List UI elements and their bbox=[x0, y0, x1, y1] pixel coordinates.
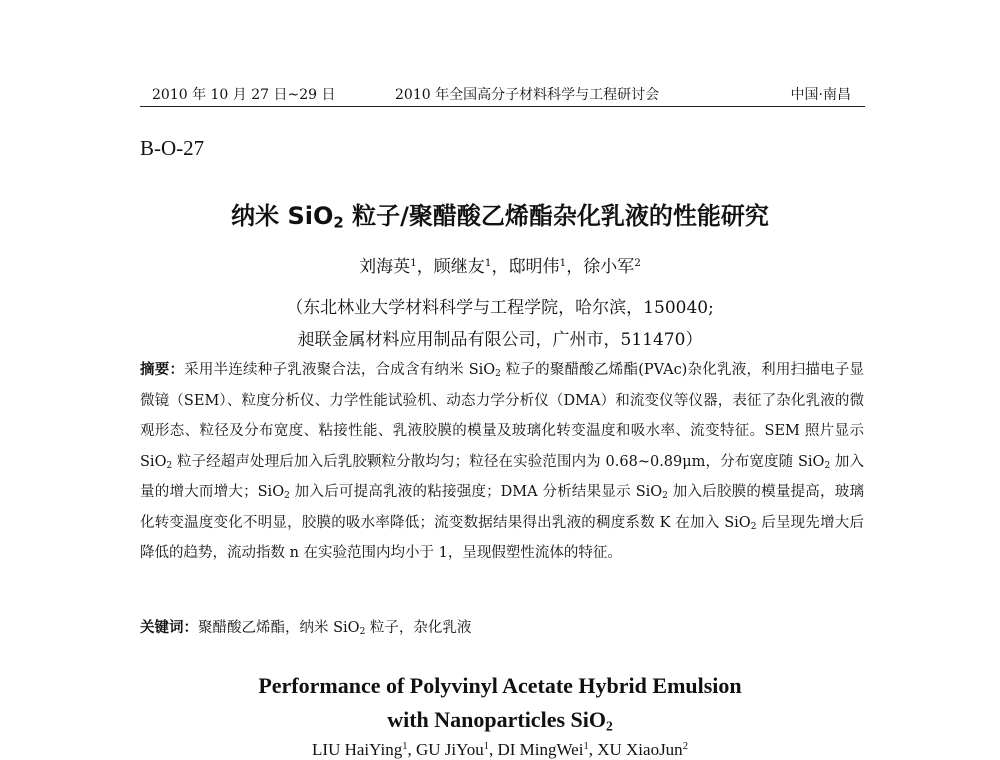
author-separator: , bbox=[488, 740, 498, 759]
title-cn-part1: 纳米 SiO bbox=[231, 202, 334, 230]
running-header bbox=[140, 80, 865, 107]
title-cn-part2: 粒子/聚醋酸乙烯酯杂化乳液的性能研究 bbox=[343, 202, 769, 230]
author-en-name: GU JiYou bbox=[415, 740, 484, 759]
keywords-text: 聚醋酸乙烯酯，纳米 SiO bbox=[198, 620, 360, 636]
title-en-subscript: 2 bbox=[605, 718, 613, 734]
header-location: 中国·南昌 bbox=[790, 87, 851, 103]
abstract-chinese bbox=[140, 355, 864, 569]
author-en-name: LIU HaiYing bbox=[312, 740, 403, 759]
abstract-text: 加入后胶膜的模量提高，玻璃化转变温度变化不明显，胶膜的吸水率降低；流变数据结果得出乳液的稠度系数 K 在加入 SiO bbox=[140, 484, 865, 531]
author-cn-affil: 1 bbox=[410, 257, 417, 270]
title-english-line-2 bbox=[0, 707, 1000, 733]
affiliation-line-1: （东北林业大学材料科学与工程学院，哈尔滨，150040; bbox=[286, 298, 714, 318]
author-en-affil: 1 bbox=[483, 741, 489, 753]
keywords-label: 关键词： bbox=[140, 620, 198, 636]
author-en-affil: 1 bbox=[402, 741, 408, 753]
paper-code: B-O-27 bbox=[140, 136, 205, 160]
subscript: 2 bbox=[495, 369, 501, 380]
subscript: 2 bbox=[359, 627, 366, 638]
affiliation-line-2: 昶联金属材料应用制品有限公司，广州市，511470） bbox=[297, 330, 703, 350]
abstract-text: 加入后可提高乳液的粘接强度；DMA 分析结果显示 SiO bbox=[289, 484, 663, 500]
abstract-text: 采用半连续种子乳液聚合法，合成含有纳米 SiO bbox=[184, 362, 496, 378]
author-en-affil: 2 bbox=[682, 741, 688, 753]
title-cn-subscript: 2 bbox=[333, 213, 344, 232]
title-english-line-1: Performance of Polyvinyl Acetate Hybrid Emulsion bbox=[258, 673, 742, 698]
author-en-name: DI MingWei bbox=[497, 740, 584, 759]
author-en-affil: 1 bbox=[583, 741, 589, 753]
subscript: 2 bbox=[750, 521, 757, 532]
author-en-name: XU XiaoJun bbox=[597, 740, 683, 759]
subscript: 2 bbox=[824, 460, 831, 471]
authors-chinese bbox=[0, 252, 1000, 277]
abstract-text: 加入量的增大而增大；SiO bbox=[140, 453, 864, 500]
author-cn-name: 邸明伟 bbox=[508, 257, 560, 277]
subscript: 2 bbox=[284, 491, 290, 502]
author-cn-name: 刘海英 bbox=[359, 257, 411, 277]
subscript: 2 bbox=[662, 491, 668, 502]
header-date: 2010 年 10 月 27 日~29 日 bbox=[152, 87, 336, 103]
author-cn-affil: 1 bbox=[484, 257, 492, 270]
author-separator: , bbox=[407, 740, 416, 759]
title-en-main: with Nanoparticles SiO bbox=[387, 707, 606, 732]
keywords-chinese bbox=[140, 616, 864, 637]
title-chinese bbox=[0, 196, 1000, 231]
author-separator: ， bbox=[566, 257, 584, 277]
keywords-text: 粒子，杂化乳液 bbox=[365, 620, 472, 636]
abstract-text: 粒子的聚醋酸乙烯酯(PVAc)杂化乳液，利用扫描电子显微镜（SEM）、粒度分析仪、力学性能试验机、动态力学分析仪（DMA）和流变仪等仪器，表征了杂化乳液的微观形态、粒径及分布宽度、粘接性能、乳液胶膜的模量及玻璃化转变温度和吸水率、流变特征。SEM 照片显示 SiO bbox=[140, 362, 864, 470]
authors-english bbox=[0, 740, 1000, 760]
header-conference: 2010 年全国高分子材料科学与工程研讨会 bbox=[395, 87, 660, 103]
author-separator: ， bbox=[416, 257, 434, 277]
author-separator: ， bbox=[491, 257, 509, 277]
abstract-text: 后呈现先增大后降低的趋势，流动指数 n 在实验范围内均小于 1，呈现假塑性流体的特征。 bbox=[140, 514, 864, 561]
author-separator: , bbox=[588, 740, 598, 759]
abstract-text: 粒子经超声处理后加入后乳胶颗粒分散均匀；粒径在实验范围内为 0.68~0.89μm，分布宽度随 SiO bbox=[172, 453, 825, 470]
abstract-label: 摘要： bbox=[140, 362, 185, 378]
author-cn-name: 顾继友 bbox=[433, 257, 485, 277]
author-cn-affil: 2 bbox=[634, 257, 641, 270]
subscript: 2 bbox=[166, 460, 173, 471]
author-cn-name: 徐小军 bbox=[583, 257, 635, 277]
author-cn-affil: 1 bbox=[559, 257, 567, 270]
